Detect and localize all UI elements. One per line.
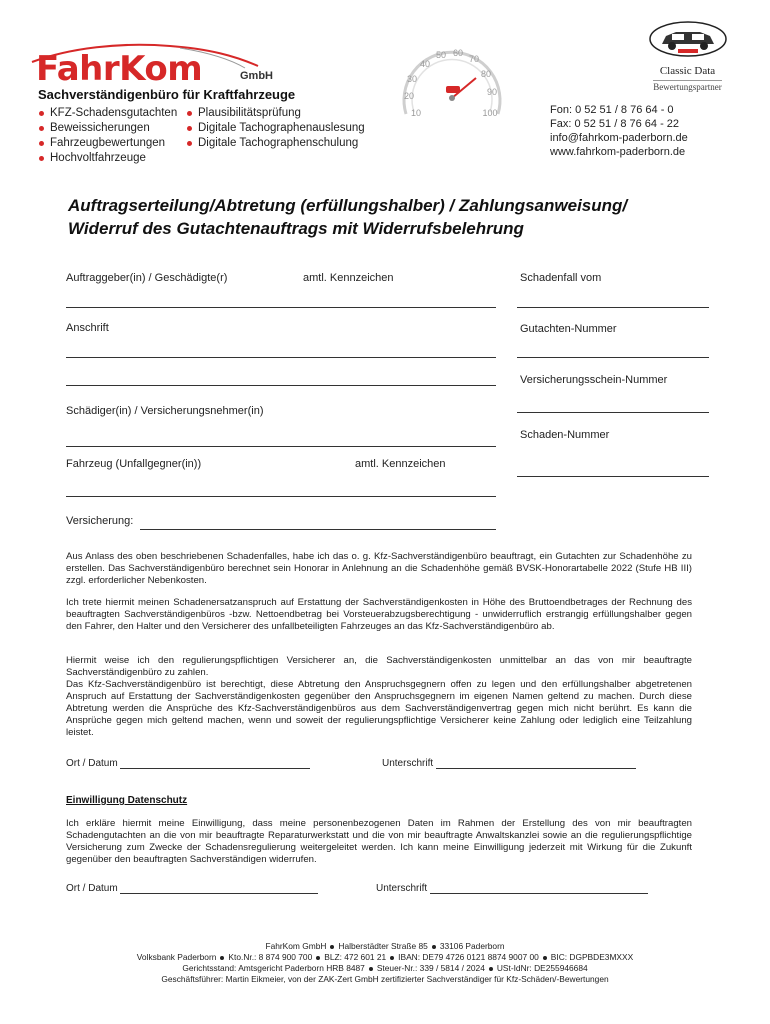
service-item: Plausibilitätsprüfung bbox=[186, 106, 365, 121]
footer bbox=[60, 941, 710, 985]
fax: Fax: 0 52 51 / 8 76 64 - 22 bbox=[550, 118, 680, 130]
logo-wordmark: FahrKom bbox=[36, 49, 203, 89]
ort-datum-1 bbox=[66, 758, 310, 769]
title-line-1: Auftragserteilung/Abtretung (erfüllungshalber) / Zahlungsanweisung/ bbox=[68, 196, 628, 215]
unterschrift-field-2[interactable] bbox=[430, 884, 648, 894]
anschrift-field-2[interactable] bbox=[66, 385, 496, 386]
footer-line-legal bbox=[60, 963, 710, 974]
website-link[interactable]: www.fahrkom-paderborn.de bbox=[550, 146, 686, 158]
unterschrift-2 bbox=[376, 883, 648, 894]
unterschrift-field[interactable] bbox=[436, 759, 636, 769]
paragraph-berechtigung: Das Kfz-Sachverständigenbüro ist berechtigt, diese Abtretung den Anspruchsgegnern offen zu legen und den erfüllungshalber abgetretenen Anspruch auf Erstattung der Sachverständigenkosten gegenüber den Anspruchsgegnern im eigenen Namen geltend zu machen. Durch diese Abtretung werden die Ansprüche des Kfz-Sachverständigenbüros aus dem Sachverständigenvertrag gegen mich nicht berührt. Es kann die Ansprüche gegen mich geltend machen, wenn und soweit der regulierungspflichtige Versicherer keine Zahlung oder lediglich eine Teilzahlung leistet. bbox=[66, 679, 692, 738]
speedo-tick: 100 bbox=[482, 108, 498, 118]
paragraph-auftrag: Aus Anlass des oben beschriebenen Schadenfalles, habe ich das o. g. Kfz-Sachverständigenbüro beauftragt, ein Gutachten zur Schadenhöhe zu erstellen. Das Sachverständigenbüro berechnet sein Honorar in Anlehnung an die Schadenhöhe gemäß BVSK-Honorartabelle 2022 (Stufe HB III) zzgl. erforderlicher Nebenkosten. bbox=[66, 551, 692, 586]
speedo-tick: 20 bbox=[403, 91, 415, 101]
document-title bbox=[68, 194, 708, 240]
unterschrift-label: Unterschrift bbox=[376, 883, 428, 894]
email-link[interactable]: info@fahrkom-paderborn.de bbox=[550, 132, 688, 144]
label-kennzeichen: amtl. Kennzeichen bbox=[303, 272, 394, 284]
logo-gmbh: GmbH bbox=[240, 70, 273, 82]
footer-bic: BIC: DGPBDE3MXXX bbox=[550, 952, 634, 962]
classic-car-icon bbox=[648, 20, 728, 58]
schaden-nr-field[interactable] bbox=[517, 476, 709, 477]
schaediger-field[interactable] bbox=[66, 446, 496, 447]
label-versicherungsschein: Versicherungsschein-Nummer bbox=[520, 374, 668, 386]
label-gutachten-nr: Gutachten-Nummer bbox=[520, 323, 617, 335]
datenschutz-heading: Einwilligung Datenschutz bbox=[66, 795, 188, 806]
footer-street: Halberstädter Straße 85 bbox=[338, 941, 428, 951]
classic-data-subtitle: Bewertungspartner bbox=[653, 82, 722, 92]
gutachten-nr-field[interactable] bbox=[517, 357, 709, 358]
speedo-tick: 50 bbox=[435, 50, 447, 60]
paragraph-abtretung: Ich trete hiermit meinen Schadenersatzanspruch auf Erstattung der Sachverständigenkosten in Höhe des Bruttoendbetrages der Rechnung des beauftragten Sachverständigenbüros -bzw. Nettoendbetrag bei Vorsteuerabzugsberechtigung - unwiderruflich erstrangig erfüllungshalber gegen den Fahrer, den Halter und den Versicherer des unfallbeteiligten Fahrzeuges an das Kfz-Sachverständigenbüro ab. bbox=[66, 597, 692, 632]
anschrift-field-1[interactable] bbox=[66, 357, 496, 358]
paragraph-zahlungsanweisung: Hiermit weise ich den regulierungspflichtigen Versicherer an, die Sachverständigenkosten unmittelbar an das von mir beauftragte Sachverständigenbüro zu zahlen. bbox=[66, 655, 692, 678]
service-item: Beweissicherungen bbox=[38, 121, 177, 136]
versicherungsschein-field[interactable] bbox=[517, 412, 709, 413]
footer-tax-nr: Steuer-Nr.: 339 / 5814 / 2024 bbox=[376, 963, 485, 973]
speedo-tick: 70 bbox=[468, 54, 480, 64]
ort-datum-2 bbox=[66, 883, 318, 894]
footer-company: FahrKom GmbH bbox=[265, 941, 327, 951]
paragraph-datenschutz: Ich erkläre hiermit meine Einwilligung, dass meine personenbezogenen Daten im Rahmen der Erstellung des von mir beauftragten Schadengutachten an die von mir beauftragte Reparaturwerkstatt und die von mir beauftragte Anwaltskanzlei sowie an die regulierungspflichtige Versicherung zum Zwecke der Schadensregulierung weitergeleitet werden. Ich kann meine Einwilligung jederzeit mit Wirkung für die Zukunft gegenüber den beauftragten Sachverständigen widerrufen. bbox=[66, 818, 692, 865]
label-kennzeichen-2: amtl. Kennzeichen bbox=[355, 458, 446, 470]
ort-datum-label: Ort / Datum bbox=[66, 883, 118, 894]
unterschrift-1 bbox=[382, 758, 636, 769]
speedo-tick: 10 bbox=[410, 108, 422, 118]
speedometer-icon bbox=[392, 36, 512, 126]
title-line-2: Widerruf des Gutachtenauftrags mit Widerrufsbelehrung bbox=[68, 219, 524, 238]
service-item: KFZ-Schadensgutachten bbox=[38, 106, 177, 121]
versicherung-field[interactable] bbox=[140, 529, 496, 530]
company-subtitle: Sachverständigenbüro für Kraftfahrzeuge bbox=[38, 87, 296, 102]
classic-data-name: Classic Data bbox=[659, 65, 716, 77]
service-item: Fahrzeugbewertungen bbox=[38, 136, 177, 151]
schadenfall-field[interactable] bbox=[517, 307, 709, 308]
fahrzeug-field[interactable] bbox=[66, 496, 496, 497]
phone: Fon: 0 52 51 / 8 76 64 - 0 bbox=[550, 104, 674, 116]
speedo-tick: 40 bbox=[419, 59, 431, 69]
footer-iban: IBAN: DE79 4726 0121 8874 9007 00 bbox=[398, 952, 539, 962]
service-item: Hochvoltfahrzeuge bbox=[38, 151, 177, 166]
label-schaediger: Schädiger(in) / Versicherungsnehmer(in) bbox=[66, 405, 264, 417]
label-fahrzeug: Fahrzeug (Unfallgegner(in)) bbox=[66, 458, 202, 470]
footer-bank: Volksbank Paderborn bbox=[136, 952, 217, 962]
footer-line-bank bbox=[60, 952, 710, 963]
footer-vat-id: USt-IdNr: DE255946684 bbox=[496, 963, 588, 973]
service-item: Digitale Tachographenschulung bbox=[186, 136, 365, 151]
label-versicherung: Versicherung: bbox=[66, 515, 134, 527]
footer-court: Gerichtsstand: Amtsgericht Paderborn HRB 8487 bbox=[182, 963, 365, 973]
ort-datum-field[interactable] bbox=[120, 759, 310, 769]
label-anschrift: Anschrift bbox=[66, 322, 109, 334]
auftraggeber-field[interactable] bbox=[66, 307, 496, 308]
label-auftraggeber: Auftraggeber(in) / Geschädigte(r) bbox=[66, 272, 228, 284]
footer-line-address bbox=[60, 941, 710, 952]
speedo-tick: 30 bbox=[406, 74, 418, 84]
services-list-right bbox=[186, 106, 365, 151]
footer-account: Kto.Nr.: 8 874 900 700 bbox=[228, 952, 313, 962]
speedo-tick: 90 bbox=[486, 87, 498, 97]
speedo-tick: 60 bbox=[452, 48, 464, 58]
ort-datum-field-2[interactable] bbox=[120, 884, 318, 894]
footer-city: 33106 Paderborn bbox=[439, 941, 505, 951]
ort-datum-label: Ort / Datum bbox=[66, 758, 118, 769]
unterschrift-label: Unterschrift bbox=[382, 758, 434, 769]
label-schadenfall: Schadenfall vom bbox=[520, 272, 602, 284]
speedo-tick: 80 bbox=[480, 69, 492, 79]
footer-line-director: Geschäftsführer: Martin Eikmeier, von der ZAK-Zert GmbH zertifizierter Sachverständiger für Kfz-Schäden/-Bewertungen bbox=[161, 974, 609, 984]
classic-data-logo bbox=[625, 20, 750, 95]
service-item: Digitale Tachographenauslesung bbox=[186, 121, 365, 136]
fahrkom-logo bbox=[30, 40, 280, 90]
label-schaden-nr: Schaden-Nummer bbox=[520, 429, 610, 441]
footer-blz: BLZ: 472 601 21 bbox=[324, 952, 387, 962]
services-list-left bbox=[38, 106, 177, 166]
contact-block bbox=[550, 103, 688, 159]
